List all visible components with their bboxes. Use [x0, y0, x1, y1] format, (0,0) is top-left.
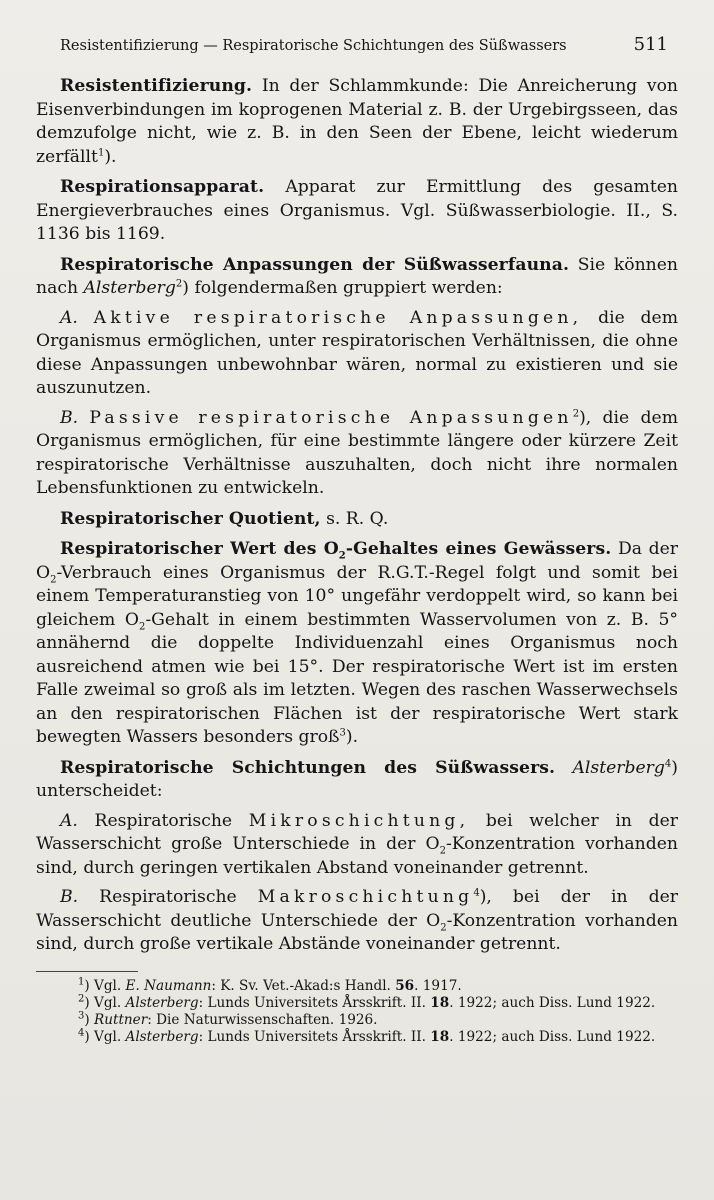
footnotes	[36, 975, 678, 1046]
subsection-text: -Konzentration vorhanden sind, durch große vertikale Abstände voneinander getrennt.	[36, 910, 678, 954]
subsection-label: A.	[60, 307, 78, 328]
footnote-ref: 1	[97, 146, 105, 158]
entry-text: Apparat zur Ermittlung des gesamten Energieverbrauches eines Organismus. Vgl. Süßwasserbiologie. II., S. 1136 bis 1169.	[36, 177, 678, 244]
subsection-label: B.	[60, 887, 79, 907]
subsection-text: bei welcher in der Wasserschicht große Unterschiede in der O	[36, 810, 678, 854]
footnote-4: $^4$) Vgl. Alsterberg: Lunds Universitets Årsskrift. II. 18. 1922; auch Diss. Lund 1922.	[78, 1026, 656, 1045]
subsection-a-aktive	[36, 307, 678, 401]
subsection-text: die dem Organismus ermöglichen, unter respiratorischen Verhältnissen, die ohne diese Anpassungen unbewohnbar wären, normal zu existieren und sie auszunutzen.	[36, 307, 678, 398]
subsection-text: ), die dem Organismus ermöglichen, für eine bestimmte längere oder kürzere Zeit respiratorische Verhältnisse auszuhalten, doch nicht ihre normalen Lebensfunktionen zu entwickeln.	[36, 407, 678, 498]
subscript: 2	[50, 573, 57, 585]
entry-text: -Verbrauch eines Organismus der R.G.T.-Regel folgt und somit bei einem Temperaturanstieg von 10° ungefähr verdoppelt wird, so kann bei gleichem O	[36, 562, 678, 630]
entry-text: Da der O	[36, 539, 678, 583]
subsection-text: Respiratorische	[99, 887, 237, 907]
spaced-term: Passive respiratorische Anpassungen	[89, 407, 573, 428]
subscript: 2	[440, 921, 447, 933]
spaced-term: Mikroschichtung,	[248, 810, 470, 831]
subsection-label: B.	[60, 407, 79, 428]
entry-term: Resistentifizierung.	[60, 76, 253, 96]
entry-respiratorischer-quotient	[36, 508, 678, 532]
subsection-label: A.	[60, 810, 78, 831]
subscript: 2	[439, 845, 446, 857]
footnote-1: $^1$) Vgl. E. Naumann: K. Sv. Vet.-Akad:s Handl. 56. 1917.	[78, 975, 462, 994]
running-head	[60, 34, 678, 55]
entry-text: ) unterscheidet:	[36, 757, 678, 801]
entry-resistentifizierung	[36, 75, 678, 169]
author-name: Alsterberg	[572, 757, 665, 778]
footnote-ref: 2	[572, 407, 580, 419]
page-number: 511	[633, 34, 668, 55]
entry-respirationsapparat	[36, 176, 678, 247]
footnote-ref: 4	[473, 887, 480, 899]
subsection-b-makroschichtung	[36, 886, 678, 957]
entry-text-end: ).	[345, 727, 359, 747]
subsection-a-mikroschichtung	[36, 810, 678, 881]
author-name: Alsterberg	[83, 278, 176, 298]
entry-term: Respiratorische Schichtungen des Süßwassers.	[60, 757, 556, 778]
entry-term: Respiratorische Anpassungen der Süßwasserfauna.	[60, 254, 570, 275]
subscript: 2	[138, 620, 146, 632]
footnote-ref: 3	[339, 727, 346, 739]
entry-term: Respirationsapparat.	[60, 177, 265, 197]
footnote-ref: 4	[664, 757, 672, 769]
subsection-text: Respiratorische	[94, 810, 233, 831]
entry-text: In der Schlammkunde: Die Anreicherung von Eisenverbindungen im koprogenen Material z. B. der Urgebirgsseen, das demzufolge nicht, wie z. B. in den Seen der Ebene, leicht wiederum zerfällt	[36, 76, 678, 167]
spaced-term: Aktive respiratorische Anpassungen,	[93, 307, 583, 328]
entry-text: s. R. Q.	[326, 508, 389, 529]
entry-respiratorischer-wert	[36, 538, 678, 750]
subsection-text: ), bei der in der Wasserschicht deutliche Unterschiede der O	[36, 887, 678, 931]
footnote-ref: 2	[175, 278, 183, 290]
entry-respiratorische-anpassungen	[36, 254, 678, 301]
footnote-2: $^2$) Vgl. Alsterberg: Lunds Universitets Årsskrift. II. 18. 1922; auch Diss. Lund 1922.	[78, 992, 656, 1011]
footnote-rule	[36, 971, 138, 972]
entry-text-end: ).	[104, 146, 117, 167]
subsection-text: -Konzentration vorhanden sind, durch geringen vertikalen Abstand voneinander getrennt.	[36, 834, 678, 878]
footnote-3: $^3$) Ruttner: Die Naturwissenschaften. 1926.	[78, 1009, 378, 1028]
entry-term: Respiratorischer Wert des $O_2$-Gehaltes eines Gewässers.	[60, 539, 612, 562]
subsection-b-passive	[36, 407, 678, 501]
entry-text: Sie können nach	[36, 254, 678, 298]
entry-text: -Gehalt in einem bestimmten Wasservolumen von z. B. 5° annähernd die doppelte Individuenzahl eines Organismus noch ausreichend atmen wie bei 15°. Der respiratorische Wert ist im ersten Falle zweimal so groß als im letzten. Wegen des raschen Wasserwechsels an den respiratorischen Flächen ist der respiratorische Wert stark bewegten Wassers besonders groß	[36, 609, 678, 747]
entry-respiratorische-schichtungen	[36, 757, 678, 804]
spaced-term: Makroschichtung	[257, 887, 474, 907]
entry-text: ) folgendermaßen gruppiert werden:	[182, 278, 503, 298]
running-head-title: Resistentifizierung — Respiratorische Schichtungen des Süßwassers	[60, 38, 567, 54]
entry-term: Respiratorischer Quotient,	[60, 508, 321, 529]
